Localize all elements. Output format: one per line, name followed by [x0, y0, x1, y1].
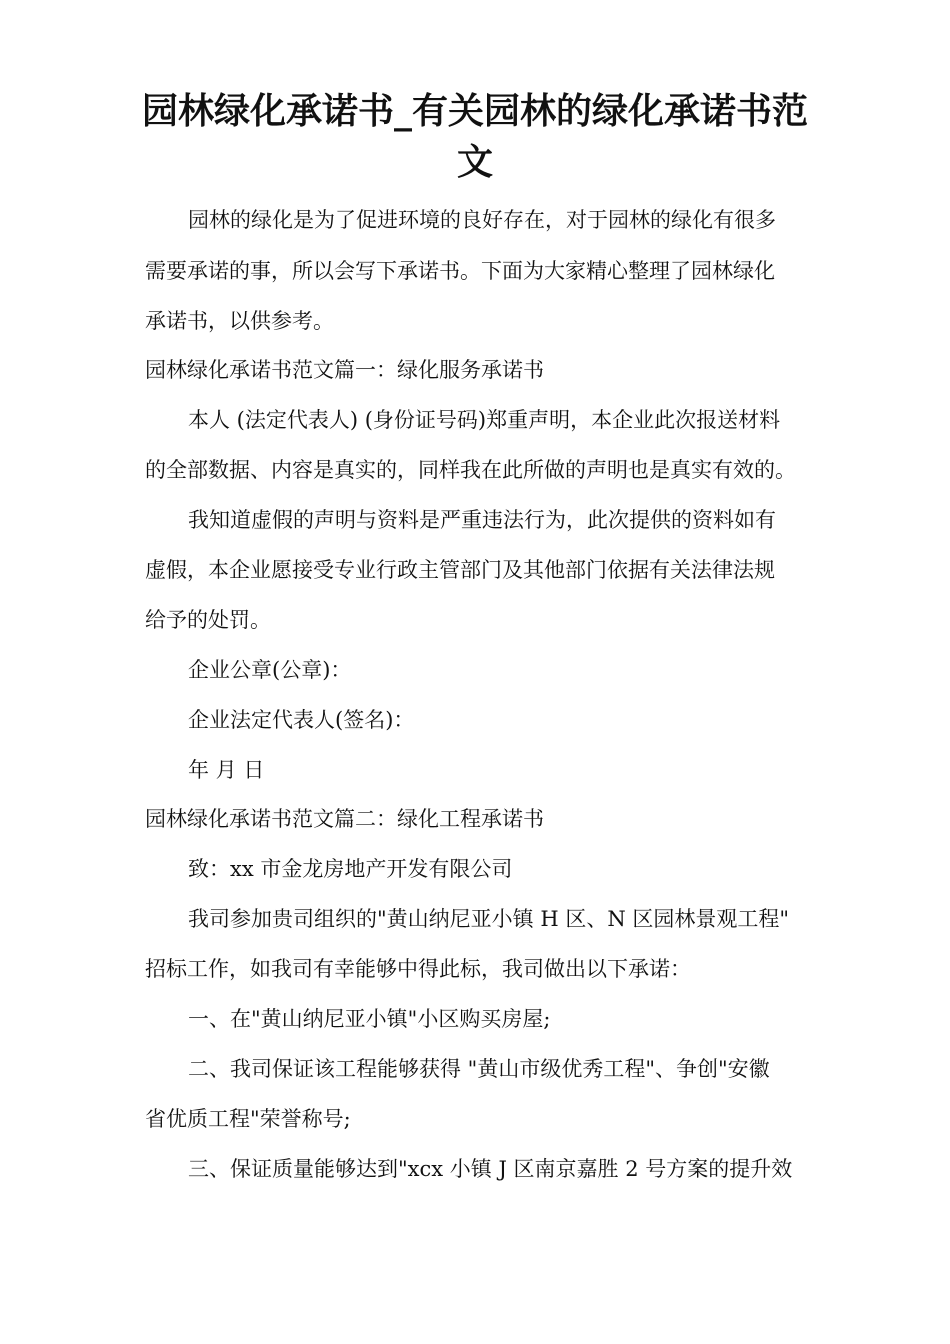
- paragraph-line: 承诺书，以供参考。: [145, 309, 334, 333]
- date-line: 年 月 日: [188, 758, 265, 782]
- document-title-line-1: 园林绿化承诺书_有关园林的绿化承诺书范: [141, 91, 808, 132]
- paragraph-line: 需要承诺的事，所以会写下承诺书。下面为大家精心整理了园林绿化: [145, 259, 775, 283]
- section-heading: 园林绿化承诺书范文篇二：绿化工程承诺书: [145, 807, 544, 831]
- recipient-line: 致：xx 市金龙房地产开发有限公司: [188, 857, 513, 881]
- paragraph-line: 我知道虚假的声明与资料是严重违法行为，此次提供的资料如有: [188, 508, 776, 532]
- list-item-continuation: 省优质工程"荣誉称号;: [145, 1107, 351, 1131]
- list-item: 二、我司保证该工程能够获得 "黄山市级优秀工程"、争创"安徽: [188, 1057, 770, 1081]
- paragraph-line: 园林的绿化是为了促进环境的良好存在，对于园林的绿化有很多: [188, 208, 776, 232]
- signature-line: 企业法定代表人(签名)：: [188, 708, 415, 732]
- list-item: 一、在"黄山纳尼亚小镇"小区购买房屋;: [188, 1007, 551, 1031]
- paragraph-line: 本人 (法定代表人) (身份证号码)郑重声明，本企业此次报送材料: [188, 408, 781, 432]
- section-heading: 园林绿化承诺书范文篇一：绿化服务承诺书: [145, 358, 544, 382]
- paragraph-line: 招标工作，如我司有幸能够中得此标，我司做出以下承诺：: [145, 957, 691, 981]
- paragraph-line: 给予的处罚。: [145, 608, 271, 632]
- seal-line: 企业公章(公章)：: [188, 658, 352, 682]
- paragraph-line: 的全部数据、内容是真实的，同样我在此所做的声明也是真实有效的。: [145, 458, 796, 482]
- document-title-line-2: 文: [456, 142, 493, 183]
- paragraph-line: 我司参加贵司组织的"黄山纳尼亚小镇 H 区、N 区园林景观工程": [188, 907, 790, 931]
- paragraph-line: 虚假，本企业愿接受专业行政主管部门及其他部门依据有关法律法规: [145, 558, 775, 582]
- list-item: 三、保证质量能够达到"xcx 小镇 J 区南京嘉胜 2 号方案的提升效: [188, 1157, 793, 1181]
